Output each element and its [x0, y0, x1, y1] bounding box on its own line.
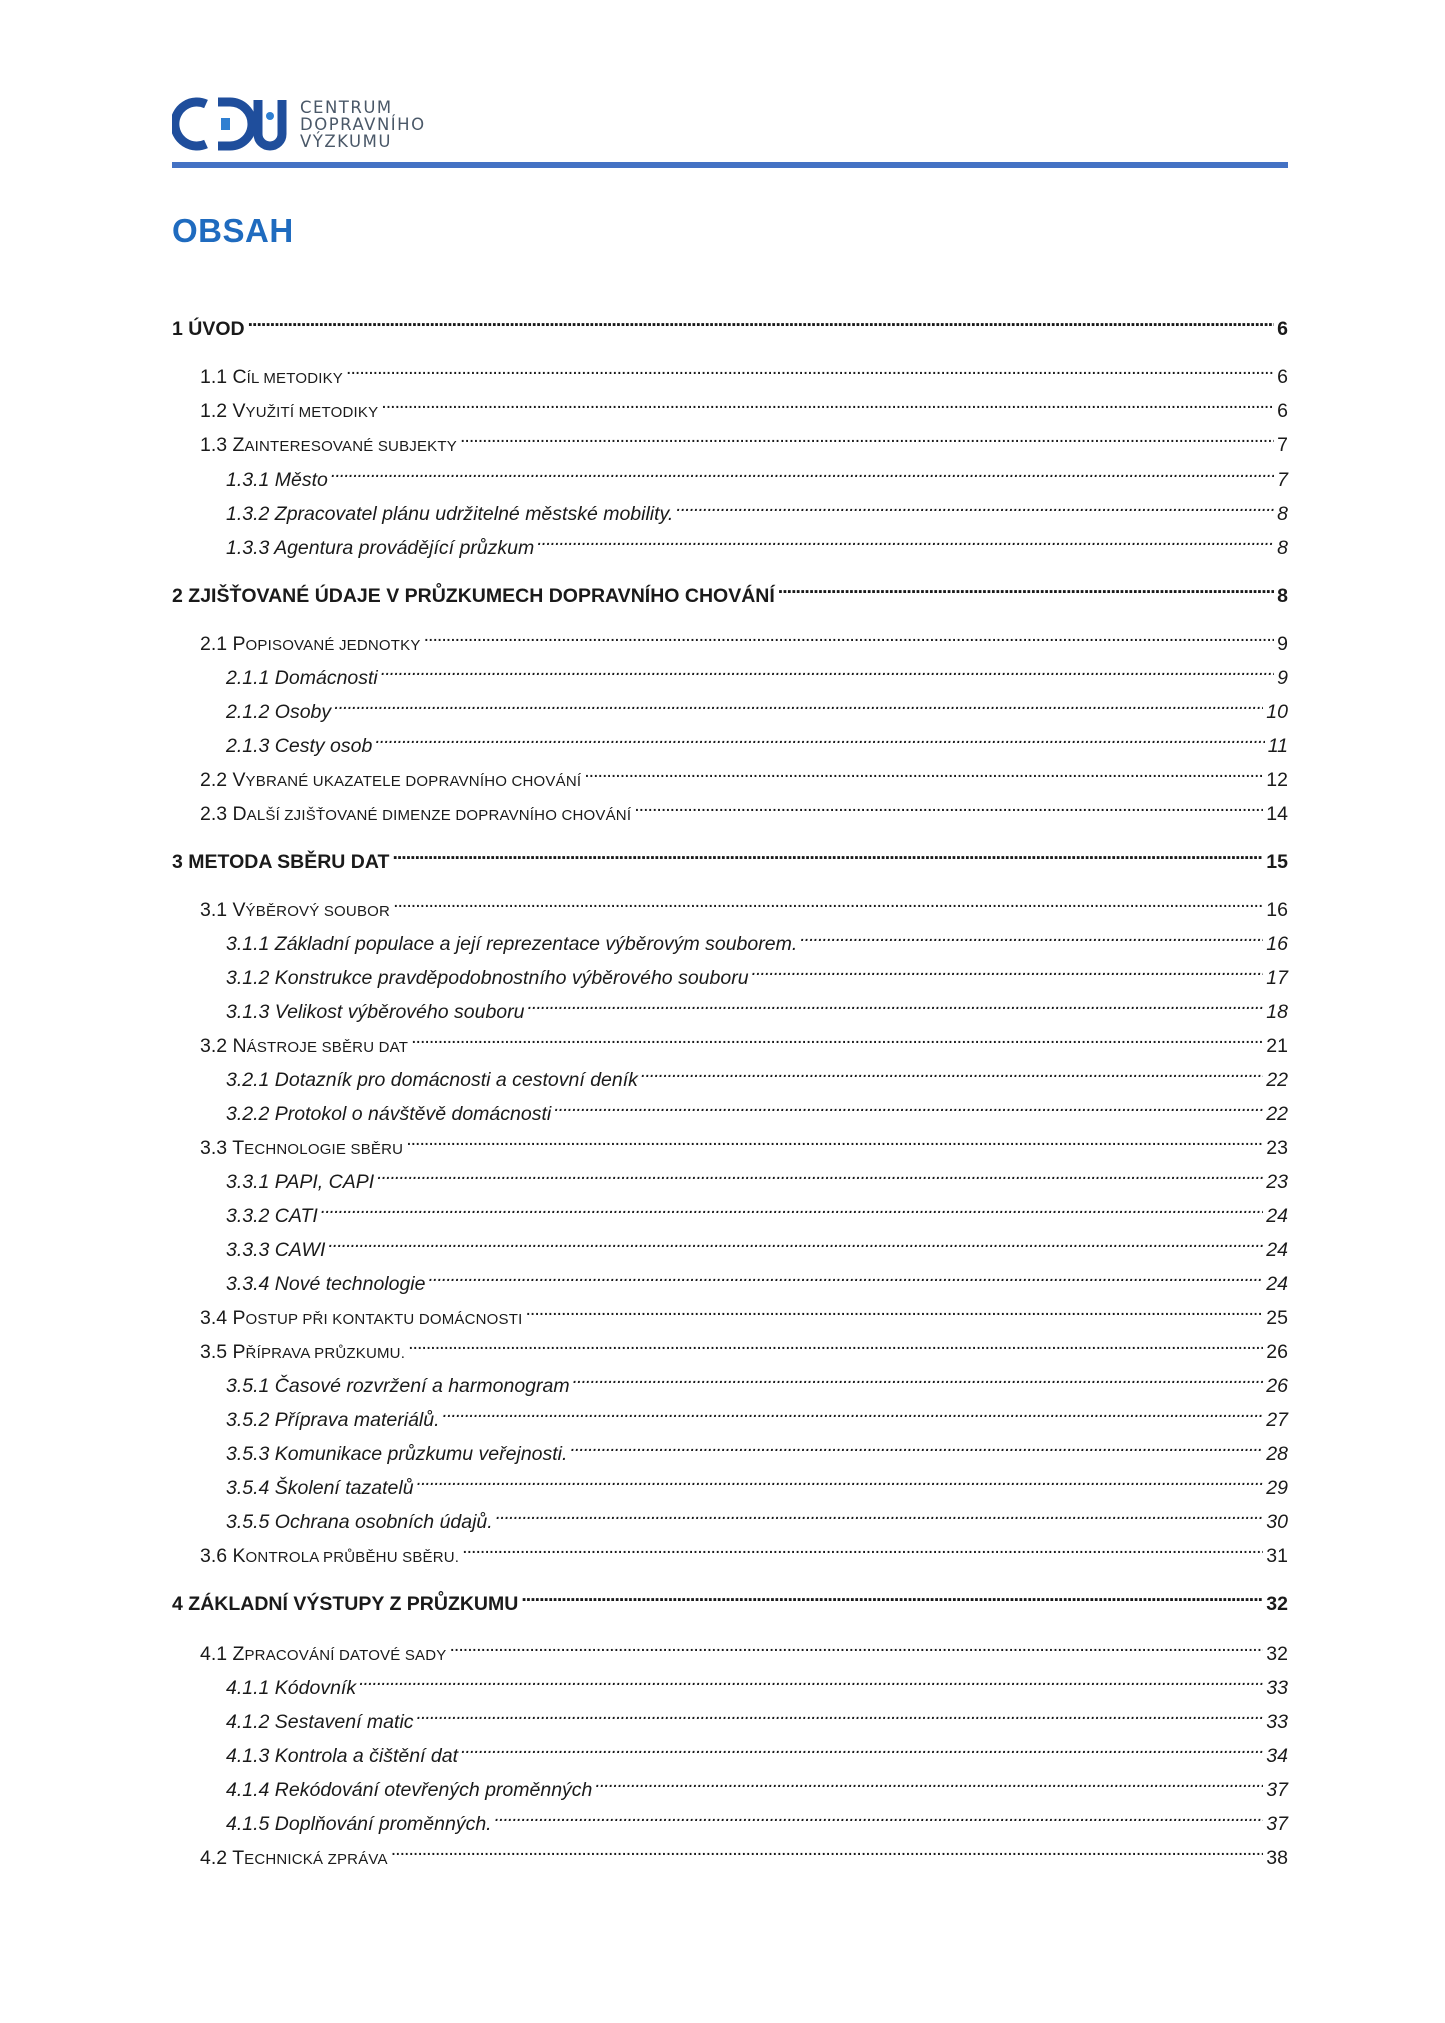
- toc-entry-number: 3.6: [200, 1545, 228, 1567]
- toc-entry-number: 3.2.2: [226, 1103, 270, 1125]
- toc-entry-number: 3.1: [200, 899, 228, 921]
- toc-leader-dots: [334, 688, 1263, 718]
- toc-page-number: 21: [1266, 1035, 1288, 1057]
- toc-entry-number: 1.3: [200, 434, 228, 456]
- toc-page-number: 22: [1266, 1069, 1288, 1091]
- toc-entry-title: PAPI, CAPI: [274, 1171, 375, 1193]
- toc-leader-dots: [381, 654, 1274, 684]
- toc-entry-1-3-1[interactable]: [226, 456, 1288, 491]
- toc-entry-number: 4.1.1: [226, 1677, 270, 1699]
- toc-entry-title: Nové technologie: [274, 1273, 426, 1295]
- toc-leader-dots: [460, 421, 1274, 451]
- toc-entry-number: 4.1.5: [226, 1813, 270, 1835]
- toc-entry-title: Doplňování proměnných.: [274, 1813, 492, 1835]
- toc-leader-dots: [377, 1158, 1263, 1188]
- toc-entry-4-1-4[interactable]: [226, 1766, 1288, 1801]
- toc-leader-dots: [800, 920, 1263, 950]
- toc-entry-3-4[interactable]: [200, 1294, 1288, 1329]
- toc-entry-1-1[interactable]: [200, 353, 1288, 388]
- toc-leader-dots: [375, 722, 1264, 752]
- toc-page-number: 37: [1266, 1779, 1288, 1801]
- toc-entry-1-2[interactable]: [200, 387, 1288, 422]
- toc-entry-title: POSTUP PŘI KONTAKTU DOMÁCNOSTI: [232, 1307, 523, 1329]
- toc-entry-title: Kontrola a čištění dat: [274, 1745, 458, 1767]
- toc-page-number: 23: [1266, 1137, 1288, 1159]
- toc-leader-dots: [521, 1580, 1263, 1610]
- toc-entry-2-1-1[interactable]: [226, 654, 1288, 689]
- toc-entry-2-1-2[interactable]: [226, 688, 1288, 723]
- toc-entry-label: [200, 1541, 459, 1573]
- toc-entry-number: 2.2: [200, 769, 228, 791]
- toc-entry-number: 3.5.1: [226, 1375, 270, 1397]
- toc-entry-number: 2.1.3: [226, 735, 270, 757]
- toc-entry-title: Domácnosti: [274, 667, 378, 689]
- toc-entry-label: [226, 533, 534, 563]
- toc-entry-number: 3.5.4: [226, 1477, 270, 1499]
- toc-page-number: 18: [1266, 1001, 1288, 1023]
- toc-entry-label: [172, 581, 775, 611]
- header-rule: [172, 162, 1288, 168]
- toc-leader-dots: [321, 1192, 1264, 1222]
- toc-leader-dots: [634, 790, 1263, 820]
- toc-entry-3-1-3[interactable]: [226, 988, 1288, 1023]
- toc-leader-dots: [537, 524, 1274, 554]
- toc-page-number: 8: [1277, 585, 1288, 607]
- toc-entry-title: Cesty osob: [274, 735, 373, 757]
- toc-entry-2[interactable]: [172, 572, 1288, 607]
- toc-page-number: 6: [1277, 318, 1288, 340]
- toc-leader-dots: [406, 1124, 1263, 1154]
- toc-entry-title: Příprava materiálů.: [274, 1409, 440, 1431]
- toc-entry-number: 3.3.2: [226, 1205, 270, 1227]
- toc-leader-dots: [328, 1226, 1263, 1256]
- toc-page-number: 22: [1266, 1103, 1288, 1125]
- toc-leader-dots: [462, 1532, 1263, 1562]
- toc-leader-dots: [391, 1834, 1264, 1864]
- toc-entry-title: TECHNOLOGIE SBĚRU: [232, 1137, 404, 1159]
- toc-entry-3-5-5[interactable]: [226, 1498, 1288, 1533]
- toc-entry-title: Kódovník: [274, 1677, 357, 1699]
- toc-entry-title: ÚVOD: [188, 318, 245, 340]
- toc-entry-1-3[interactable]: [200, 421, 1288, 456]
- toc-entry-3-2-2[interactable]: [226, 1090, 1288, 1125]
- toc-entry-2-1[interactable]: [200, 620, 1288, 655]
- toc-entry-title: Časové rozvržení a harmonogram: [274, 1375, 570, 1397]
- toc-entry-3-5-2[interactable]: [226, 1396, 1288, 1431]
- toc-leader-dots: [525, 1294, 1263, 1324]
- toc-leader-dots: [778, 572, 1274, 602]
- toc-entry-label: [172, 314, 245, 344]
- logo-line: CENTRUM: [300, 97, 393, 117]
- toc-entry-number: 3.3.4: [226, 1273, 270, 1295]
- toc-leader-dots: [411, 1022, 1263, 1052]
- toc-leader-dots: [392, 838, 1263, 868]
- toc-entry-number: 3.1.2: [226, 967, 270, 989]
- toc-page-number: 7: [1277, 434, 1288, 456]
- toc-entry-title: CAWI: [274, 1239, 326, 1261]
- toc-page-number: 33: [1266, 1711, 1288, 1733]
- toc-entry-title: VYUŽITÍ METODIKY: [232, 400, 379, 422]
- toc-entry-title: CÍL METODIKY: [232, 366, 344, 388]
- toc-entry-2-1-3[interactable]: [226, 722, 1288, 757]
- toc-entry-title: Komunikace průzkumu veřejnosti.: [274, 1443, 568, 1465]
- toc-page-number: 24: [1266, 1273, 1288, 1295]
- toc-entry-title: PŘÍPRAVA PRŮZKUMU.: [232, 1341, 406, 1363]
- toc-entry-number: 3.5.3: [226, 1443, 270, 1465]
- toc-entry-label: [200, 1843, 388, 1875]
- toc-page-number: 38: [1266, 1847, 1288, 1869]
- toc-entry-number: 3.3.3: [226, 1239, 270, 1261]
- toc-leader-dots: [495, 1800, 1264, 1830]
- toc-leader-dots: [570, 1430, 1263, 1460]
- toc-entry-3-5-3[interactable]: [226, 1430, 1288, 1465]
- toc-entry-1-3-3[interactable]: [226, 524, 1288, 559]
- toc-entry-number: 3.3: [200, 1137, 228, 1159]
- toc-entry-title: CATI: [274, 1205, 318, 1227]
- toc-entry-title: Zpracovatel plánu udržitelné městské mobility.: [274, 503, 674, 525]
- toc-entry-title: Rekódování otevřených proměnných: [274, 1779, 593, 1801]
- toc-leader-dots: [359, 1664, 1263, 1694]
- toc-page-number: 6: [1277, 366, 1288, 388]
- toc-leader-dots: [527, 988, 1263, 1018]
- toc-page-number: 23: [1266, 1171, 1288, 1193]
- toc-page-number: 29: [1266, 1477, 1288, 1499]
- toc-entry-title: Agentura provádějící průzkum: [274, 537, 535, 559]
- toc-entry-label: [172, 847, 389, 877]
- toc-entry-title: VYBRANÉ UKAZATELE DOPRAVNÍHO CHOVÁNÍ: [232, 769, 582, 791]
- toc-entry-title: KONTROLA PRŮBĚHU SBĚRU.: [232, 1545, 460, 1567]
- toc-entry-3-5-1[interactable]: [226, 1362, 1288, 1397]
- toc-entry-3-2[interactable]: [200, 1022, 1288, 1057]
- toc-leader-dots: [496, 1498, 1264, 1528]
- toc-entry-number: 4.2: [200, 1847, 228, 1869]
- toc-leader-dots: [584, 756, 1263, 786]
- toc-page-number: 24: [1266, 1239, 1288, 1261]
- toc-leader-dots: [248, 305, 1275, 335]
- logo-wordmark: [300, 99, 426, 150]
- toc-entry-4-1-2[interactable]: [226, 1698, 1288, 1733]
- toc-entry-3-5-4[interactable]: [226, 1464, 1288, 1499]
- toc-entry-title: METODA SBĚRU DAT: [188, 851, 390, 873]
- toc-leader-dots: [573, 1362, 1264, 1392]
- toc-leader-dots: [554, 1090, 1263, 1120]
- toc-page-number: 16: [1266, 933, 1288, 955]
- toc-page-number: 10: [1266, 701, 1288, 723]
- toc-leader-dots: [449, 1630, 1263, 1660]
- toc-page-number: 37: [1266, 1813, 1288, 1835]
- toc-entry-title: Protokol o návštěvě domácnosti: [274, 1103, 552, 1125]
- toc-entry-3-1-1[interactable]: [226, 920, 1288, 955]
- toc-entry-title: Osoby: [274, 701, 332, 723]
- cdv-logo-icon: [172, 92, 290, 156]
- toc-entry-number: 2: [172, 585, 183, 607]
- toc-page-number: 34: [1266, 1745, 1288, 1767]
- toc-leader-dots: [381, 387, 1274, 417]
- toc-leader-dots: [443, 1396, 1264, 1426]
- toc-page-number: 30: [1266, 1511, 1288, 1533]
- toc-entry-number: 1: [172, 318, 183, 340]
- toc-leader-dots: [641, 1056, 1263, 1086]
- toc-entry-number: 1.3.1: [226, 469, 270, 491]
- toc-entry-3-5[interactable]: [200, 1328, 1288, 1363]
- toc-entry-3-6[interactable]: [200, 1532, 1288, 1567]
- toc-entry-number: 1.3.2: [226, 503, 270, 525]
- toc-page-number: 33: [1266, 1677, 1288, 1699]
- toc-leader-dots: [331, 456, 1274, 486]
- toc-entry-number: 4.1.2: [226, 1711, 270, 1733]
- toc-leader-dots: [346, 353, 1274, 383]
- toc-entry-4-1-5[interactable]: [226, 1800, 1288, 1835]
- toc-page-number: 31: [1266, 1545, 1288, 1567]
- cdv-logo: [172, 88, 426, 160]
- toc-entry-3-3-2[interactable]: [226, 1192, 1288, 1227]
- toc-entry-1[interactable]: [172, 305, 1288, 340]
- toc-entry-3-3-4[interactable]: [226, 1260, 1288, 1295]
- toc-entry-3[interactable]: [172, 838, 1288, 873]
- toc-leader-dots: [752, 954, 1264, 984]
- toc-entry-1-3-2[interactable]: [226, 490, 1288, 525]
- toc-page-number: 28: [1266, 1443, 1288, 1465]
- toc-entry-3-1-2[interactable]: [226, 954, 1288, 989]
- toc-page-number: 16: [1266, 899, 1288, 921]
- toc-entry-title: Konstrukce pravděpodobnostního výběrového souboru: [274, 967, 749, 989]
- toc-entry-title: ZPRACOVÁNÍ DATOVÉ SADY: [232, 1643, 447, 1665]
- toc-leader-dots: [417, 1464, 1264, 1494]
- toc-leader-dots: [461, 1732, 1263, 1762]
- toc-leader-dots: [428, 1260, 1263, 1290]
- toc-entry-4-1-3[interactable]: [226, 1732, 1288, 1767]
- toc-leader-dots: [417, 1698, 1264, 1728]
- toc-entry-number: 3.1.1: [226, 933, 270, 955]
- toc-entry-number: 3.4: [200, 1307, 228, 1329]
- toc-entry-title: VÝBĚROVÝ SOUBOR: [232, 899, 391, 921]
- toc-entry-number: 1.3.3: [226, 537, 270, 559]
- toc-entry-number: 3.2: [200, 1035, 228, 1057]
- toc-entry-title: POPISOVANÉ JEDNOTKY: [232, 633, 421, 655]
- toc-entry-3-2-1[interactable]: [226, 1056, 1288, 1091]
- toc-entry-number: 2.1.2: [226, 701, 270, 723]
- toc-entry-number: 3.3.1: [226, 1171, 270, 1193]
- toc-entry-title: Sestavení matic: [274, 1711, 414, 1733]
- toc-entry-title: Velikost výběrového souboru: [274, 1001, 525, 1023]
- toc-entry-number: 2.1: [200, 633, 228, 655]
- toc-entry-title: Dotazník pro domácnosti a cestovní deník: [274, 1069, 638, 1091]
- toc-entry-4-1-1[interactable]: [226, 1664, 1288, 1699]
- toc-entry-title: Školení tazatelů: [274, 1477, 414, 1499]
- toc-page-number: 26: [1266, 1375, 1288, 1397]
- toc-page-number: 26: [1266, 1341, 1288, 1363]
- page-title: OBSAH: [172, 212, 294, 249]
- toc-page-number: 6: [1277, 400, 1288, 422]
- toc-entry-number: 2.3: [200, 803, 228, 825]
- logo-line: DOPRAVNÍHO: [300, 114, 426, 134]
- toc-page-number: 17: [1266, 967, 1288, 989]
- toc-entry-title: NÁSTROJE SBĚRU DAT: [232, 1035, 409, 1057]
- toc-page-number: 8: [1277, 537, 1288, 559]
- toc-page-number: 9: [1277, 667, 1288, 689]
- toc-page-number: 32: [1266, 1643, 1288, 1665]
- toc-leader-dots: [408, 1328, 1263, 1358]
- toc-entry-title: Základní populace a její reprezentace výběrovým souborem.: [274, 933, 798, 955]
- toc-page-number: 11: [1267, 735, 1288, 757]
- toc-entry-title: TECHNICKÁ ZPRÁVA: [232, 1847, 388, 1869]
- toc-entry-title: ZÁKLADNÍ VÝSTUPY Z PRŮZKUMU: [188, 1593, 519, 1615]
- toc-page-number: 9: [1277, 633, 1288, 655]
- toc-leader-dots: [393, 886, 1263, 916]
- toc-entry-label: [172, 1589, 518, 1619]
- toc-entry-number: 3.2.1: [226, 1069, 270, 1091]
- toc-page-number: 32: [1266, 1593, 1288, 1615]
- toc-entry-number: 3.5: [200, 1341, 228, 1363]
- toc-leader-dots: [676, 490, 1274, 520]
- toc-entry-3-3[interactable]: [200, 1124, 1288, 1159]
- toc-page-number: 24: [1266, 1205, 1288, 1227]
- toc-entry-number: 4: [172, 1593, 183, 1615]
- toc-entry-title: DALŠÍ ZJIŠŤOVANÉ DIMENZE DOPRAVNÍHO CHOVÁNÍ: [232, 803, 632, 825]
- toc-entry-3-1[interactable]: [200, 886, 1288, 921]
- toc-page-number: 25: [1266, 1307, 1288, 1329]
- toc-entry-number: 3: [172, 851, 183, 873]
- toc-entry-number: 4.1.4: [226, 1779, 270, 1801]
- toc-entry-number: 3.5.5: [226, 1511, 270, 1533]
- toc-leader-dots: [595, 1766, 1263, 1796]
- toc-entry-number: 3.1.3: [226, 1001, 270, 1023]
- toc-entry-3-3-3[interactable]: [226, 1226, 1288, 1261]
- toc-entry-number: 1.1: [200, 366, 228, 388]
- toc-entry-4[interactable]: [172, 1580, 1288, 1615]
- toc-entry-2-2[interactable]: [200, 756, 1288, 791]
- toc-page-number: 12: [1266, 769, 1288, 791]
- toc-entry-number: 2.1.1: [226, 667, 270, 689]
- toc-page-number: 15: [1266, 851, 1288, 873]
- toc-entry-number: 4.1: [200, 1643, 228, 1665]
- toc-entry-2-3[interactable]: [200, 790, 1288, 825]
- toc-page-number: 14: [1266, 803, 1288, 825]
- toc-page-number: 7: [1277, 469, 1288, 491]
- toc-entry-number: 4.1.3: [226, 1745, 270, 1767]
- toc-page-number: 27: [1266, 1409, 1288, 1431]
- toc-entry-title: ZAINTERESOVANÉ SUBJEKTY: [232, 434, 457, 456]
- toc-entry-4-2[interactable]: [200, 1834, 1288, 1869]
- toc-entry-title: Město: [274, 469, 328, 491]
- toc-entry-number: 1.2: [200, 400, 228, 422]
- toc-page-number: 8: [1277, 503, 1288, 525]
- logo-line: VÝZKUMU: [300, 131, 392, 151]
- toc-entry-title: Ochrana osobních údajů.: [274, 1511, 493, 1533]
- toc-leader-dots: [424, 620, 1275, 650]
- toc-entry-number: 3.5.2: [226, 1409, 270, 1431]
- toc-entry-title: ZJIŠŤOVANÉ ÚDAJE V PRŮZKUMECH DOPRAVNÍHO CHOVÁNÍ: [188, 585, 775, 607]
- toc-entry-label: [200, 799, 631, 831]
- toc-entry-4-1[interactable]: [200, 1630, 1288, 1665]
- toc-entry-3-3-1[interactable]: [226, 1158, 1288, 1193]
